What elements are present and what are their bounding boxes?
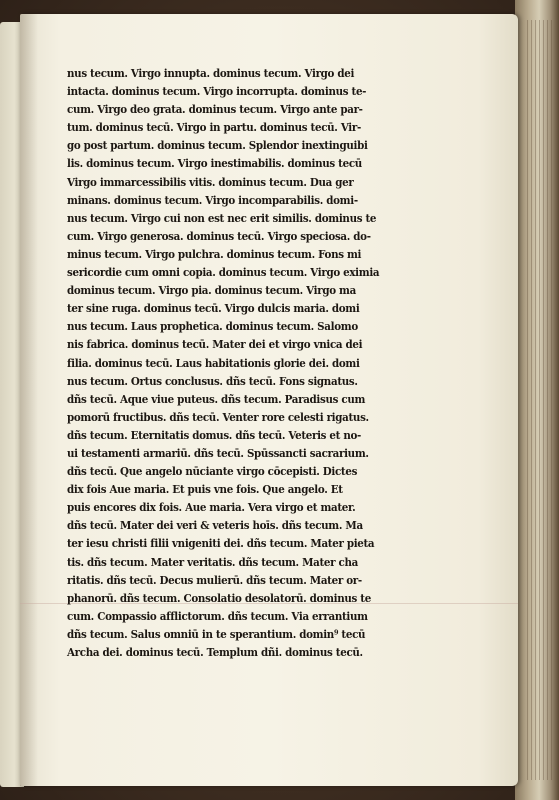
text-line: filia. dominus tecū. Laus habitationis glorie dei. domi xyxy=(67,355,360,370)
text-line: cum. Virgo generosa. dominus tecū. Virgo speciosa. do- xyxy=(67,228,371,243)
text-line: sericordie cum omni copia. dominus tecum. Virgo eximia xyxy=(67,265,380,280)
text-line: Virgo immarcessibilis vitis. dominus tecum. Dua ger xyxy=(67,174,354,189)
text-line: ui testamenti armariū. dñs tecū. Spūssancti sacrarium. xyxy=(67,445,369,460)
text-line: phanorū. dñs tecum. Consolatio desolatorū. dominus te xyxy=(67,590,371,605)
book-page xyxy=(20,14,518,786)
text-line: Archa dei. dominus tecū. Templum dñi. dominus tecū. xyxy=(67,645,363,659)
text-line: ter iesu christi filii vnigeniti dei. dñs tecum. Mater pieta xyxy=(67,536,375,551)
text-line: puis encores dix fois. Aue maria. Vera virgo et mater. xyxy=(67,500,356,515)
text-line: nus tecum. Ortus conclusus. dñs tecū. Fons signatus. xyxy=(67,373,358,388)
book-fore-edge xyxy=(515,0,559,800)
text-line: minans. dominus tecum. Virgo incomparabilis. domi- xyxy=(67,192,358,207)
text-line: tis. dñs tecum. Mater veritatis. dñs tecum. Mater cha xyxy=(67,554,358,569)
text-line: nus tecum. Laus prophetica. dominus tecum. Salomo xyxy=(67,319,358,334)
text-line: nus tecum. Virgo innupta. dominus tecum. Virgo dei xyxy=(67,66,355,80)
text-line: dñs tecū. Aque viue puteus. dñs tecum. Paradisus cum xyxy=(67,391,366,406)
text-line: intacta. dominus tecum. Virgo incorrupta. dominus te- xyxy=(67,84,367,99)
page-gutter-shadow xyxy=(20,14,38,786)
text-line: dñs tecum. Eternitatis domus. dñs tecū. Veteris et no- xyxy=(67,427,361,442)
text-line: dñs tecum. Salus omniū in te sperantium. domin⁹ tecū xyxy=(67,626,366,641)
text-line: nis fabrica. dominus tecū. Mater dei et virgo vnica dei xyxy=(67,337,363,352)
text-line: dñs tecū. Que angelo nūciante virgo cōcepisti. Dictes xyxy=(67,464,358,479)
text-line: dominus tecum. Virgo pia. dominus tecum. Virgo ma xyxy=(67,283,356,298)
text-line: ritatis. dñs tecū. Decus mulierū. dñs tecum. Mater or- xyxy=(67,572,362,587)
text-line: pomorū fructibus. dñs tecū. Venter rore celesti rigatus. xyxy=(67,409,369,424)
text-line: dñs tecū. Mater dei veri & veteris hoīs. dñs tecum. Ma xyxy=(67,518,363,533)
text-line: ter sine ruga. dominus tecū. Virgo dulcis maria. domi xyxy=(67,301,360,316)
text-line: minus tecum. Virgo pulchra. dominus tecum. Fons mi xyxy=(67,246,362,261)
text-line: tum. dominus tecū. Virgo in partu. dominus tecū. Vir- xyxy=(67,120,361,135)
text-line: cum. Virgo deo grata. dominus tecum. Virgo ante par- xyxy=(67,102,363,117)
text-line: dix fois Aue maria. Et puis vne fois. Que angelo. Et xyxy=(67,482,343,497)
text-line: lis. dominus tecum. Virgo inestimabilis. dominus tecū xyxy=(67,156,362,171)
text-line: go post partum. dominus tecum. Splendor inextinguibi xyxy=(67,138,368,153)
page-stack-lines xyxy=(527,20,553,780)
text-line: nus tecum. Virgo cui non est nec erit similis. dominus te xyxy=(67,210,377,225)
text-line: cum. Compassio afflictorum. dñs tecum. Via errantium xyxy=(67,608,368,623)
text-block xyxy=(67,64,427,661)
